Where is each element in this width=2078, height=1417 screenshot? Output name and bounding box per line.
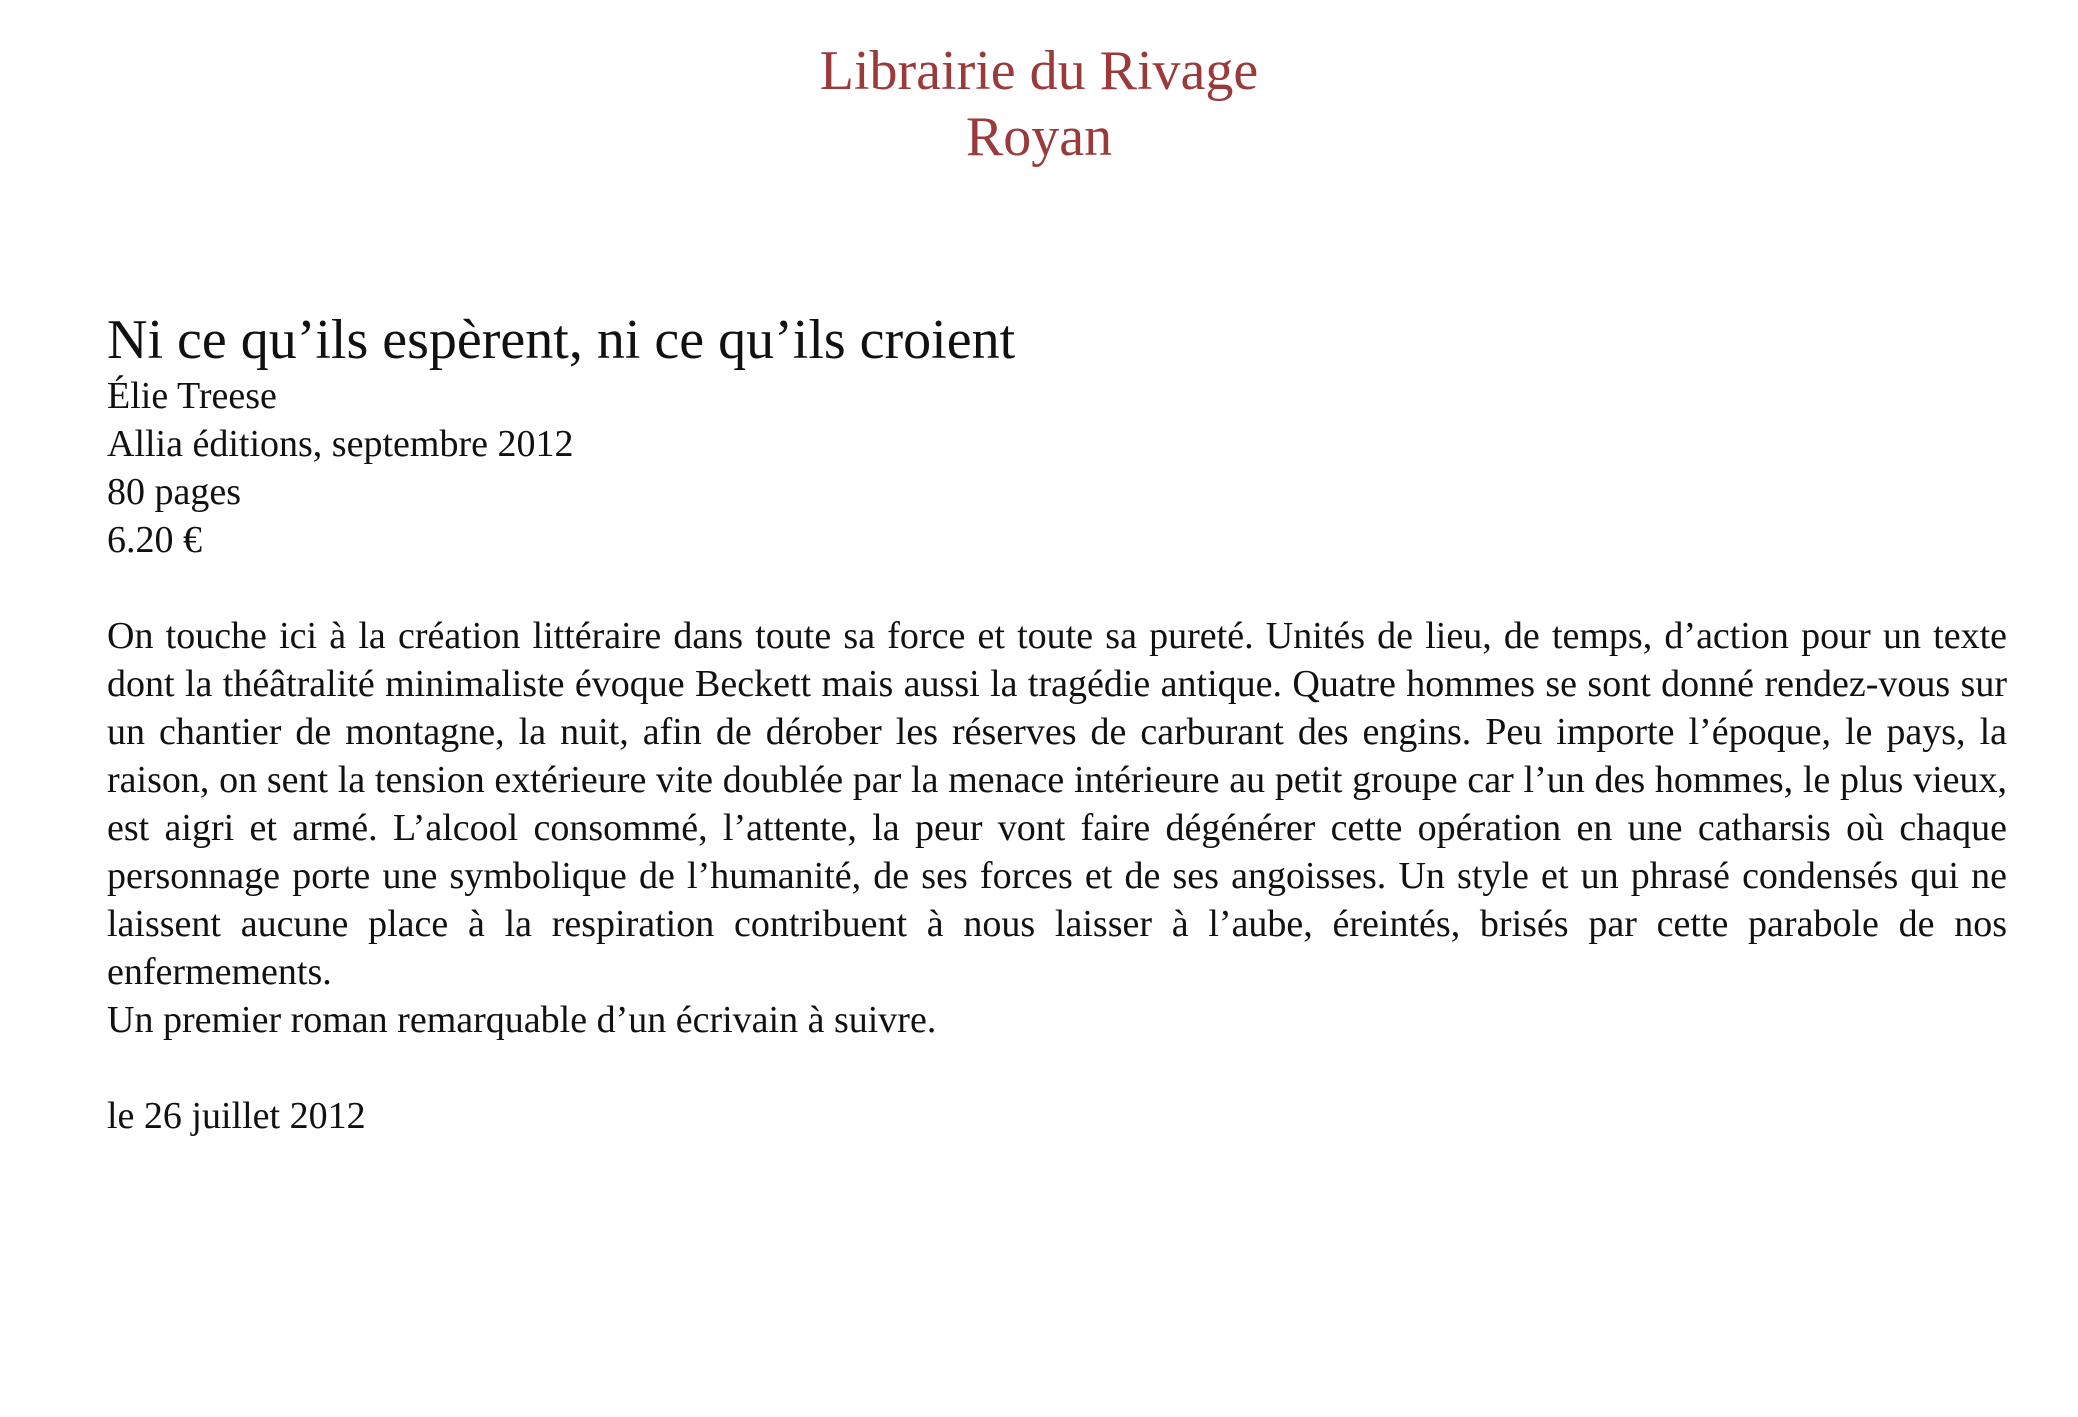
bookshop-header xyxy=(0,38,2078,170)
review-body: On touche ici à la création littéraire dans toute sa force et toute sa pureté. Unités de lieu, de temps, d’action pour un texte dont la théâtralité minimaliste évoque Beckett mais aussi la tragédie antique. Quatre hommes se sont donné rendez-vous sur un chantier de montagne, la nuit, afin de dérober les réserves de carburant des engins. Peu importe l’époque, le pays, la raison, on sent la tension extérieure vite doublée par la menace intérieure au petit groupe car l’un des hommes, le plus vieux, est aigri et armé. L’alcool consommé, l’attente, la peur vont faire dégénérer cette opération en une catharsis où chaque personnage porte une symbolique de l’humanité, de ses forces et de ses angoisses. Un style et un phrasé condensés qui ne laissent aucune place à la respiration contribuent à nous laisser à l’aube, éreintés, brisés par cette parabole de nos enfermements. xyxy=(107,615,2007,993)
book-title: Ni ce qu’ils espèrent, ni ce qu’ils croient xyxy=(107,309,1016,371)
bookshop-name: Librairie du Rivage xyxy=(819,40,1259,102)
book-publisher-date: Allia éditions, septembre 2012 xyxy=(107,423,574,465)
bookshop-city: Royan xyxy=(965,106,1113,168)
book-author: Élie Treese xyxy=(107,375,277,417)
book-price: 6.20 € xyxy=(107,519,202,561)
review-closing: Un premier roman remarquable d’un écrivain à suivre. xyxy=(107,999,937,1041)
book-review xyxy=(107,308,2007,1140)
book-pages: 80 pages xyxy=(107,471,242,513)
review-date: le 26 juillet 2012 xyxy=(107,1095,366,1137)
